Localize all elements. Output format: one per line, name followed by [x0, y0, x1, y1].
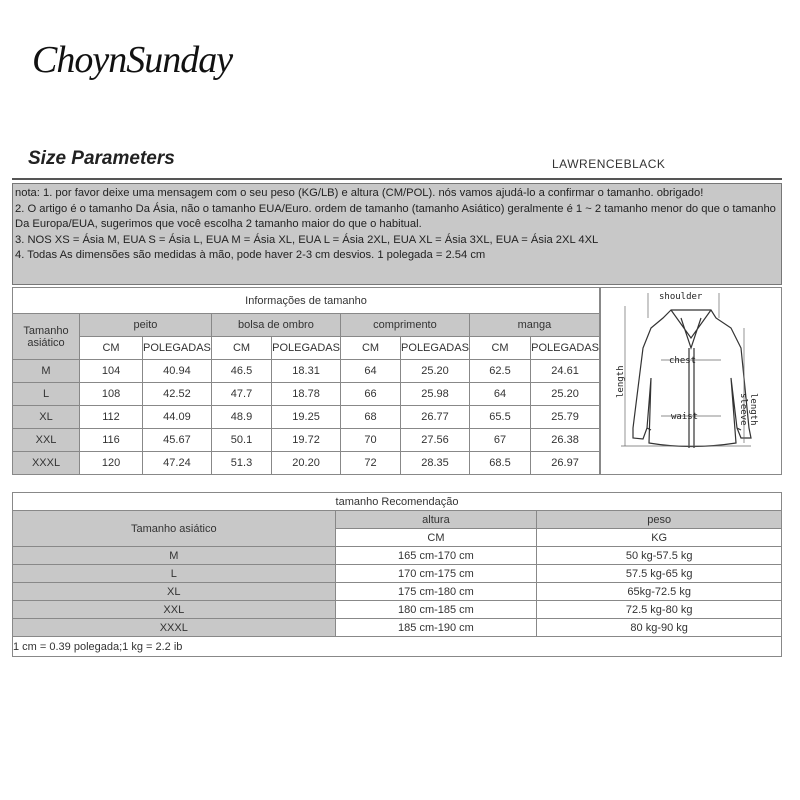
unit-header: CM [469, 337, 530, 360]
table-row [13, 383, 600, 406]
value-cell: 67 [469, 429, 530, 452]
group-header: bolsa de ombro [211, 314, 340, 337]
value-cell: 18.78 [272, 383, 341, 406]
brand-tag: LAWRENCEBLACK [552, 157, 666, 171]
value-cell: 25.20 [401, 360, 470, 383]
table-row [13, 452, 600, 475]
rec-size-header: Tamanho asiático [13, 511, 336, 547]
height-unit: CM [335, 529, 537, 547]
value-cell: 45.67 [143, 429, 212, 452]
value-cell: 26.97 [531, 452, 600, 475]
value-cell: 25.98 [401, 383, 470, 406]
value-cell: 180 cm-185 cm [335, 601, 537, 619]
value-cell: 66 [340, 383, 400, 406]
divider [12, 178, 782, 180]
value-cell: 19.25 [272, 406, 341, 429]
diagram-length-label: length [616, 365, 626, 398]
value-cell: 42.52 [143, 383, 212, 406]
size-table [12, 287, 600, 475]
value-cell: 27.56 [401, 429, 470, 452]
value-cell: 65.5 [469, 406, 530, 429]
value-cell: 19.72 [272, 429, 341, 452]
unit-header: POLEGADAS [143, 337, 212, 360]
note-4: 4. Todas As dimensões são medidas à mão, pode haver 2-3 cm desvios. 1 polegada = 2.54 cm [15, 249, 486, 261]
value-cell: 185 cm-190 cm [335, 619, 537, 637]
unit-header: POLEGADAS [272, 337, 341, 360]
value-cell: 46.5 [211, 360, 271, 383]
value-cell: 47.7 [211, 383, 271, 406]
value-cell: 175 cm-180 cm [335, 583, 537, 601]
value-cell: 64 [340, 360, 400, 383]
size-cell: XXXL [13, 619, 336, 637]
group-header: peito [80, 314, 212, 337]
value-cell: 25.79 [531, 406, 600, 429]
brand-logo: ChoynSunday [32, 39, 233, 81]
diagram-waist-label: waist [671, 412, 699, 422]
size-cell: XL [13, 406, 80, 429]
group-header: comprimento [340, 314, 469, 337]
table-row [13, 601, 782, 619]
value-cell: 72 [340, 452, 400, 475]
value-cell: 80 kg-90 kg [537, 619, 782, 637]
value-cell: 165 cm-170 cm [335, 547, 537, 565]
rec-table-title: tamanho Recomendação [13, 493, 782, 511]
value-cell: 26.77 [401, 406, 470, 429]
notes-box [12, 183, 782, 285]
group-header: manga [469, 314, 599, 337]
size-cell: L [13, 565, 336, 583]
value-cell: 47.24 [143, 452, 212, 475]
value-cell: 65kg-72.5 kg [537, 583, 782, 601]
value-cell: 24.61 [531, 360, 600, 383]
table-row [13, 406, 600, 429]
unit-header: CM [80, 337, 143, 360]
table-row [13, 619, 782, 637]
size-cell: XL [13, 583, 336, 601]
unit-header: CM [340, 337, 400, 360]
note-1: nota: 1. por favor deixe uma mensagem com o seu peso (KG/LB) e altura (CM/POL). nós vamos ajudá-lo a confirmar o tamanho. obrigado! [15, 187, 704, 199]
diagram-shoulder-label: shoulder [659, 292, 703, 302]
value-cell: 20.20 [272, 452, 341, 475]
table-row [13, 583, 782, 601]
size-cell: XXL [13, 429, 80, 452]
diagram-chest-label: chest [669, 356, 697, 366]
value-cell: 116 [80, 429, 143, 452]
value-cell: 112 [80, 406, 143, 429]
value-cell: 68 [340, 406, 400, 429]
size-header: Tamanho asiático [13, 314, 80, 360]
size-cell: L [13, 383, 80, 406]
recommendation-table [12, 492, 782, 657]
table-row [13, 565, 782, 583]
value-cell: 28.35 [401, 452, 470, 475]
value-cell: 120 [80, 452, 143, 475]
value-cell: 70 [340, 429, 400, 452]
table-row [13, 547, 782, 565]
size-cell: XXXL [13, 452, 80, 475]
value-cell: 51.3 [211, 452, 271, 475]
unit-header: POLEGADAS [401, 337, 470, 360]
value-cell: 170 cm-175 cm [335, 565, 537, 583]
section-title: Size Parameters [28, 148, 175, 169]
table-row [13, 360, 600, 383]
value-cell: 72.5 kg-80 kg [537, 601, 782, 619]
height-header: altura [335, 511, 537, 529]
value-cell: 64 [469, 383, 530, 406]
note-3: 3. NOS XS = Ásia M, EUA S = Ásia L, EUA M = Ásia XL, EUA L = Ásia 2XL, EUA XL = Ásia 3XL, EUA = Ásia 2XL 4XL [15, 233, 599, 246]
value-cell: 48.9 [211, 406, 271, 429]
value-cell: 25.20 [531, 383, 600, 406]
size-cell: M [13, 547, 336, 565]
weight-unit: KG [537, 529, 782, 547]
diagram-sleeve-length-label: length [748, 393, 758, 426]
shirt-measurement-diagram [600, 287, 782, 475]
size-cell: M [13, 360, 80, 383]
size-table-title: Informações de tamanho [13, 288, 600, 314]
weight-header: peso [537, 511, 782, 529]
note-2: 2. O artigo é o tamanho Da Ásia, não o tamanho EUA/Euro. ordem de tamanho (tamanho Asiático) geralmente é 1 ~ 2 tamanho menor do que o tamanho Da Europa/EUA, sugerimos que você escolha 2 tamanho maior do que o habitual. [15, 202, 776, 230]
value-cell: 57.5 kg-65 kg [537, 565, 782, 583]
unit-header: CM [211, 337, 271, 360]
value-cell: 68.5 [469, 452, 530, 475]
unit-header: POLEGADAS [531, 337, 600, 360]
value-cell: 40.94 [143, 360, 212, 383]
value-cell: 18.31 [272, 360, 341, 383]
value-cell: 26.38 [531, 429, 600, 452]
size-cell: XXL [13, 601, 336, 619]
value-cell: 104 [80, 360, 143, 383]
value-cell: 62.5 [469, 360, 530, 383]
value-cell: 108 [80, 383, 143, 406]
table-row [13, 429, 600, 452]
value-cell: 50 kg-57.5 kg [537, 547, 782, 565]
value-cell: 50.1 [211, 429, 271, 452]
conversion-note: 1 cm = 0.39 polegada;1 kg = 2.2 ib [13, 637, 782, 657]
value-cell: 44.09 [143, 406, 212, 429]
diagram-sleeve-label: sleeve [738, 393, 748, 426]
